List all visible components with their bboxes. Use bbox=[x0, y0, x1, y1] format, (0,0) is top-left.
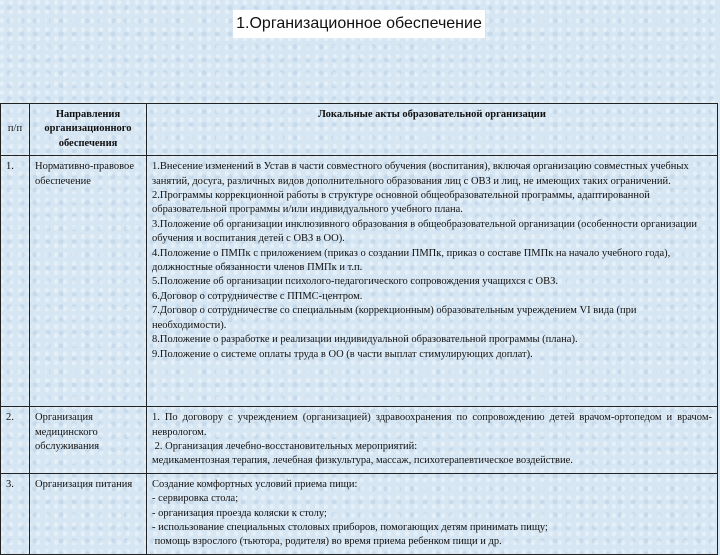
act-line: - организация проезда коляски к столу; bbox=[152, 507, 327, 519]
act-line: 6.Договор о сотрудничестве с ППМС-центром. bbox=[152, 290, 363, 302]
act-line: Создание комфортных условий приема пищи: bbox=[152, 478, 358, 490]
act-line: - сервировка стола; bbox=[152, 493, 239, 505]
act-line: 2.Программы коррекционной работы в структуре основной общеобразовательной программы, адаптированной образовательной программы и/или индивидуального учебного плана. bbox=[152, 190, 650, 216]
table-row bbox=[1, 407, 718, 474]
row-acts bbox=[147, 407, 718, 474]
act-line: 1.Внесение изменений в Устав в части совместного обучения (воспитания), включая организацию совместных учебных занятий, досуга, различных видов дополнительного образования лиц с ОВЗ и лиц, не имеющих таких ограничений. bbox=[152, 161, 689, 187]
act-line: 8.Положение о разработке и реализации индивидуальной образовательной программы (плана). bbox=[152, 334, 578, 346]
organizational-support-table bbox=[0, 103, 718, 555]
row-num: 3. bbox=[1, 473, 30, 554]
act-line: - использование специальных столовых приборов, помогающих детям принимать пищу; bbox=[152, 522, 548, 534]
header-num: п/п bbox=[1, 104, 30, 156]
page-title: 1.Организационное обеспечение bbox=[233, 10, 485, 38]
table-row bbox=[1, 156, 718, 407]
act-line: 7.Договор о сотрудничестве со специальным (коррекционным) образовательным учреждением VI вида (при необходимости). bbox=[152, 305, 637, 331]
row-direction: Организация медицинского обслуживания bbox=[30, 407, 147, 474]
act-line: 2. Организация лечебно-восстановительных мероприятий: bbox=[152, 441, 418, 453]
act-line: помощь взрослого (тьютора, родителя) во время приема ребенком пищи и др. bbox=[152, 536, 502, 548]
row-direction: Организация питания bbox=[30, 473, 147, 554]
table-header-row bbox=[1, 104, 718, 156]
act-line: 9.Положение о системе оплаты труда в ОО (в части выплат стимулирующих доплат). bbox=[152, 348, 533, 360]
row-num: 2. bbox=[1, 407, 30, 474]
act-line: 3.Положение об организации инклюзивного образования в общеобразовательной организации (особенности организации обучения и воспитания детей с ОВЗ в ОО). bbox=[152, 218, 698, 245]
row-num: 1. bbox=[1, 156, 30, 407]
header-direction: Направления организационного обеспечения bbox=[30, 104, 147, 156]
table-row bbox=[1, 473, 718, 554]
act-line: медикаментозная терапия, лечебная физкультура, массаж, психотерапевтическое воздействие. bbox=[152, 455, 573, 467]
act-line: 1. По договору с учреждением (организацией) здравоохранения по сопровождению детей врачом-ортопедом и врачом-неврологом. bbox=[152, 412, 712, 438]
act-line: 5.Положение об организации психолого-педагогического сопровождения учащихся с ОВЗ. bbox=[152, 276, 558, 288]
header-acts: Локальные акты образовательной организации bbox=[147, 104, 718, 156]
row-acts bbox=[147, 473, 718, 554]
row-acts bbox=[147, 156, 718, 407]
row-direction: Нормативно-правовое обеспечение bbox=[30, 156, 147, 407]
act-line: 4.Положение о ПМПк с приложением (приказ о создании ПМПк, приказ о составе ПМПк на начало учебного года), должностные обязанности членов ПМПк и т.п. bbox=[152, 247, 671, 274]
